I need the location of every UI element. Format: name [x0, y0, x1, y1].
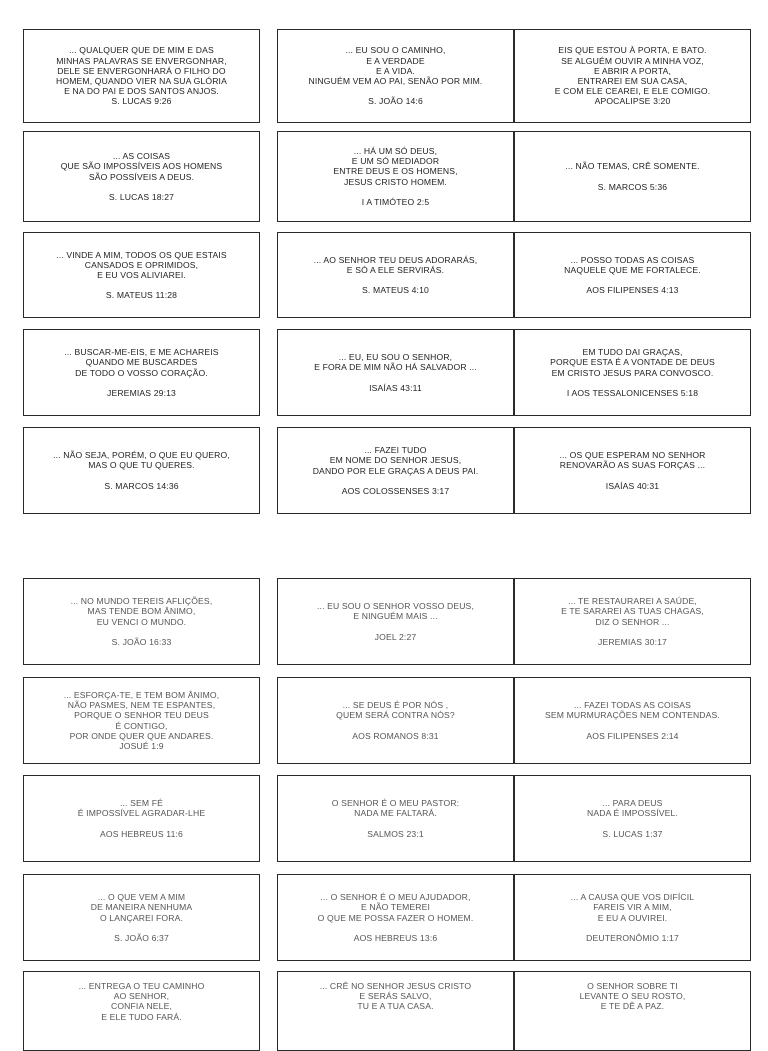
verse-text: ... O QUE VEM A MIM DE MANEIRA NENHUMA O LANÇAREI FORA. [90, 892, 193, 923]
verse-card [23, 971, 260, 1051]
verse-card [277, 29, 514, 123]
verse-reference: APOCALIPSE 3:20 [594, 96, 671, 107]
verse-text: O SENHOR SOBRE TI LEVANTE O SEU ROSTO, E TE DÊ A PAZ. [579, 981, 686, 1012]
verse-card [514, 677, 751, 764]
verse-reference: JEREMIAS 29:13 [107, 387, 176, 398]
verse-card [277, 874, 514, 961]
verse-card [277, 427, 514, 514]
verse-text: ... QUALQUER QUE DE MIM E DAS MINHAS PALAVRAS SE ENVERGONHAR, DELE SE ENVERGONHARÁ O FILHO DO HOMEM, QUANDO VIER NA SUA GLÓRIA E NA DO PAI E DOS SANTOS ANJOS. [56, 45, 227, 97]
verse-card [277, 775, 514, 862]
verse-card [514, 329, 751, 416]
verse-card [23, 874, 260, 961]
verse-card [23, 578, 260, 665]
verse-text: EIS QUE ESTOU À PORTA, E BATO. SE ALGUÉM OUVIR A MINHA VOZ, E ABRIR A PORTA, ENTRAREI EM SUA CASA, E COM ELE CEAREI, E ELE COMIGO. [554, 45, 711, 97]
verse-reference: S. LUCAS 1:37 [602, 828, 663, 839]
verse-text: ... O SENHOR É O MEU AJUDADOR, E NÃO TEMEREI O QUE ME POSSA FAZER O HOMEM. [317, 892, 474, 923]
verse-text: ... A CAUSA QUE VOS DIFÍCIL FAREIS VIR A MIM, E EU A OUVIREI. [570, 892, 695, 923]
verse-text: ... POSSO TODAS AS COISAS NAQUELE QUE ME FORTALECE. [564, 254, 701, 275]
verse-reference: JOEL 2:27 [374, 631, 417, 642]
verse-reference: I AOS TESSALONICENSES 5:18 [566, 387, 699, 398]
verse-text: ... EU SOU O SENHOR VOSSO DEUS, E NINGUÉM MAIS ... [317, 601, 474, 622]
verse-reference: S. JOÃO 6:37 [114, 932, 169, 943]
verse-text: ... FAZEI TUDO EM NOME DO SENHOR JESUS, DANDO POR ELE GRAÇAS A DEUS PAI. [312, 445, 479, 476]
verse-reference: S. JOÃO 16:33 [111, 636, 172, 647]
verse-reference: SALMOS 23:1 [367, 828, 424, 839]
verse-text: ... TE RESTAURAREI A SAÚDE, E TE SARAREI AS TUAS CHAGAS, DIZ O SENHOR ... [561, 596, 704, 627]
verse-card [23, 775, 260, 862]
verse-reference: S. LUCAS 18:27 [108, 191, 175, 202]
verse-card [277, 329, 514, 416]
verse-card [23, 29, 260, 123]
verse-card [277, 677, 514, 764]
verse-text: ... NO MUNDO TEREIS AFLIÇÕES, MAS TENDE BOM ÂNIMO, EU VENCI O MUNDO. [70, 596, 213, 627]
verse-card [277, 131, 514, 222]
verse-text: ... ENTREGA O TEU CAMINHO AO SENHOR, CONFIA NELE, E ELE TUDO FARÁ. [78, 981, 205, 1022]
verse-reference: JOSUÉ 1:9 [119, 740, 164, 751]
verse-text: ... AO SENHOR TEU DEUS ADORARÁS, E SÓ A ELE SERVIRÁS. [313, 254, 478, 275]
verse-reference: S. JOÃO 14:6 [368, 96, 423, 107]
verse-text: ... NÃO SEJA, PORÉM, O QUE EU QUERO, MAS O QUE TU QUERES. [53, 450, 230, 471]
verse-reference: AOS HEBREUS 11:6 [100, 828, 183, 839]
verse-card [277, 232, 514, 318]
verse-text: ... SE DEUS É POR NÓS , QUEM SERÁ CONTRA NÓS? [336, 700, 455, 721]
verse-reference: AOS FILIPENSES 2:14 [586, 730, 679, 741]
verse-reference: S. LUCAS 9:26 [111, 96, 172, 107]
verse-reference: AOS COLOSSENSES 3:17 [341, 485, 450, 496]
verse-reference: S. MARCOS 14:36 [104, 480, 179, 491]
verse-card [277, 971, 514, 1051]
verse-card [514, 131, 751, 222]
verse-card [277, 578, 514, 665]
verse-reference: AOS FILIPENSES 4:13 [586, 285, 679, 296]
verse-text: ... NÃO TEMAS, CRÊ SOMENTE. [565, 161, 700, 172]
verse-text: EM TUDO DAI GRAÇAS, PORQUE ESTA É A VONTADE DE DEUS EM CRISTO JESUS PARA CONVOSCO. [550, 347, 715, 378]
verse-reference: DEUTERONÔMIO 1:17 [586, 932, 679, 943]
verse-reference: S. MATEUS 11:28 [105, 290, 178, 301]
verse-card [514, 971, 751, 1051]
verse-card [514, 578, 751, 665]
verse-text: ... CRÊ NO SENHOR JESUS CRISTO E SERÁS SALVO, TU E A TUA CASA. [319, 981, 472, 1012]
verse-reference: ISAÍAS 40:31 [605, 480, 660, 491]
verse-text: ... PARA DEUS NADA É IMPOSSÍVEL. [586, 798, 679, 819]
verse-reference: AOS HEBREUS 13:6 [353, 932, 438, 943]
verse-card [514, 427, 751, 514]
verse-text: ... FAZEI TODAS AS COISAS SEM MURMURAÇÕES NEM CONTENDAS. [545, 700, 720, 721]
verse-card [23, 329, 260, 416]
verse-text: ... EU, EU SOU O SENHOR, E FORA DE MIM NÃO HÁ SALVADOR ... [314, 352, 477, 373]
verse-card [514, 775, 751, 862]
verse-card [514, 29, 751, 123]
verse-text: ... EU SOU O CAMINHO, E A VERDADE E A VIDA. NINGUÉM VEM AO PAI, SENÃO POR MIM. [308, 45, 483, 87]
verse-card [514, 232, 751, 318]
verse-reference: ISAÍAS 43:11 [369, 382, 422, 393]
verse-text: ... AS COISAS QUE SÃO IMPOSSÍVEIS AOS HOMENS SÃO POSSÍVEIS A DEUS. [60, 151, 223, 182]
verse-text: ... BUSCAR-ME-EIS, E ME ACHAREIS QUANDO ME BUSCARDES DE TODO O VOSSO CORAÇÃO. [64, 347, 219, 378]
verse-text: ... HÁ UM SÓ DEUS, E UM SÓ MEDIADOR ENTRE DEUS E OS HOMENS, JESUS CRISTO HOMEM. [333, 145, 458, 187]
verse-card [23, 427, 260, 514]
verse-card [23, 131, 260, 222]
verse-text: ... OS QUE ESPERAM NO SENHOR RENOVARÃO AS SUAS FORÇAS ... [559, 450, 706, 471]
verse-reference: S. MATEUS 4:10 [362, 285, 429, 296]
verse-text: O SENHOR É O MEU PASTOR: NADA ME FALTARÁ. [331, 798, 460, 819]
verse-reference: S. MARCOS 5:36 [597, 181, 668, 192]
verse-reference: JEREMIAS 30:17 [598, 636, 667, 647]
verse-reference: AOS ROMANOS 8:31 [352, 730, 439, 741]
verse-card [23, 677, 260, 764]
verse-text: ... VINDE A MIM, TODOS OS QUE ESTAIS CANSADOS E OPRIMIDOS, E EU VOS ALIVIAREI. [56, 249, 227, 280]
verse-card [23, 232, 260, 318]
verse-text: ... SEM FÉ É IMPOSSÍVEL AGRADAR-LHE [77, 798, 206, 819]
verse-reference: I A TIMÓTEO 2:5 [361, 196, 430, 207]
verse-card [514, 874, 751, 961]
verse-text: ... ESFORÇA-TE, E TEM BOM ÂNIMO, NÃO PASMES, NEM TE ESPANTES, PORQUE O SENHOR TEU DEUS É CONTIGO, POR ONDE QUER QUE ANDARES. [63, 689, 220, 741]
